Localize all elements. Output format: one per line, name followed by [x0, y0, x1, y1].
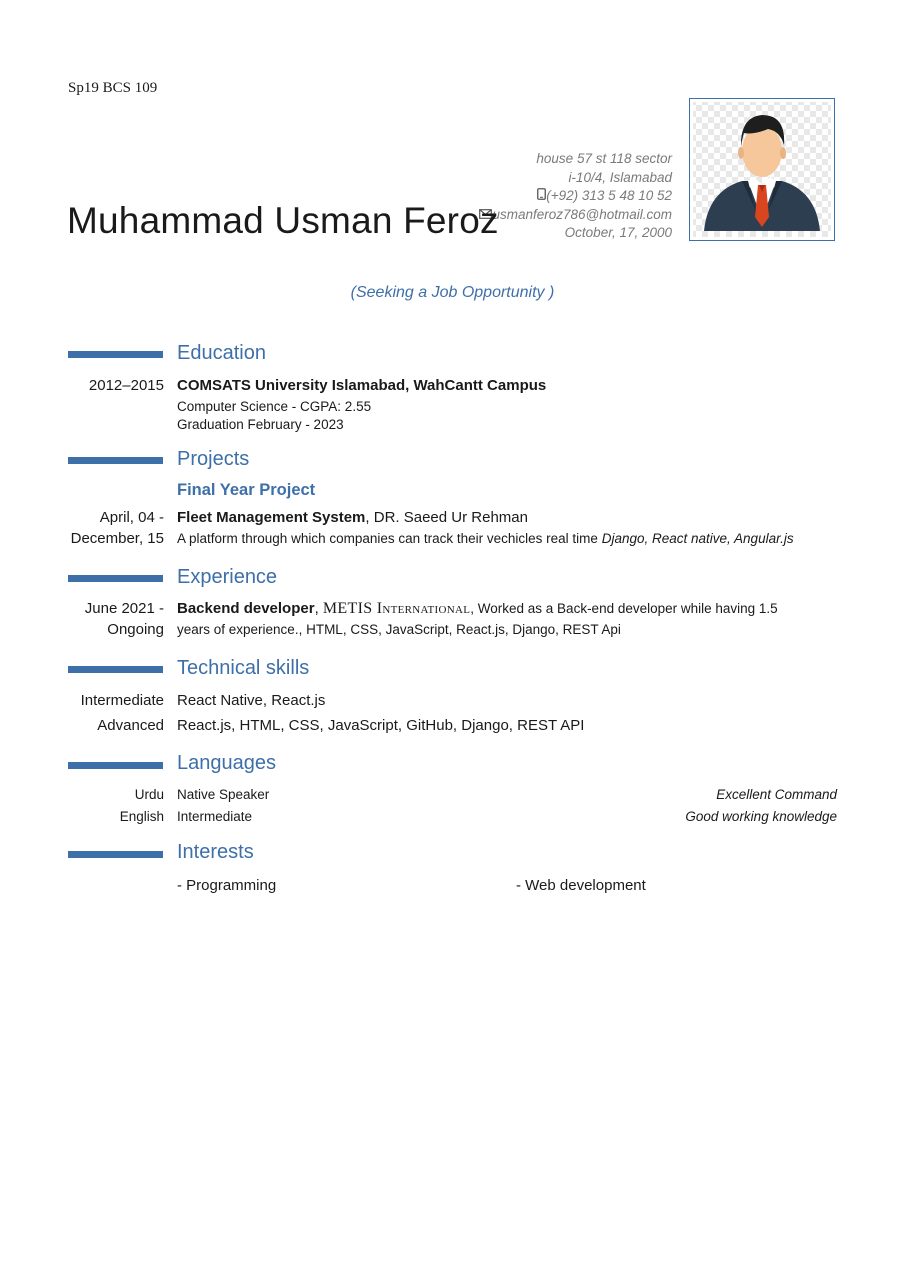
project-supervisor: , DR. Saeed Ur Rehman [365, 509, 528, 526]
experience-desc-2: years of experience., HTML, CSS, JavaScript, React.js, Django, REST Api [177, 622, 621, 637]
section-bar [68, 851, 163, 858]
experience-role: Backend developer [177, 600, 315, 617]
skill-level: Advanced [97, 717, 164, 734]
section-bar [68, 351, 163, 358]
profile-photo [689, 98, 835, 241]
date-of-birth: October, 17, 2000 [564, 225, 672, 240]
language-note: Good working knowledge [685, 809, 837, 824]
objective-tagline: (Seeking a Job Opportunity ) [350, 284, 555, 301]
project-description-row [177, 530, 794, 548]
education-date: 2012–2015 [88, 377, 164, 394]
education-degree: Computer Science - CGPA: 2.55 [177, 399, 372, 414]
section-bar [68, 762, 163, 769]
phone-number: (+92) 313 5 48 10 52 [546, 188, 672, 203]
language-level: Intermediate [177, 809, 253, 824]
section-bar [68, 575, 163, 582]
section-title-education: Education [177, 342, 266, 364]
skill-level: Intermediate [80, 692, 164, 709]
phone-row [478, 187, 672, 206]
experience-row-1 [177, 598, 778, 619]
experience-desc-1: , Worked as a Back-end developer while having 1.5 [470, 601, 778, 616]
section-bar [68, 457, 163, 464]
email-link[interactable]: usmanferoz786@hotmail.com [492, 206, 672, 222]
language-name: English [119, 809, 164, 824]
skill-items: React Native, React.js [177, 692, 326, 709]
skill-items: React.js, HTML, CSS, JavaScript, GitHub, Django, REST API [177, 717, 585, 734]
project-tech: Django, React native, Angular.js [601, 531, 794, 546]
project-date-start: April, 04 - [99, 509, 164, 526]
language-name: Urdu [134, 787, 164, 802]
education-graduation: Graduation February - 2023 [177, 417, 344, 432]
section-title-languages: Languages [177, 752, 276, 774]
address-line-1: house 57 st 118 sector [536, 151, 672, 166]
language-note: Excellent Command [716, 787, 837, 802]
contact-block [478, 150, 672, 243]
section-title-skills: Technical skills [177, 657, 310, 679]
experience-date-start: June 2021 - [84, 600, 164, 617]
section-bar [68, 666, 163, 673]
project-title-row [177, 507, 528, 528]
mobile-phone-icon [532, 187, 546, 206]
interest-item: - Web development [516, 877, 646, 894]
project-date-end: December, 15 [70, 530, 164, 547]
experience-company: METIS International [322, 600, 471, 617]
section-title-experience: Experience [177, 566, 278, 588]
education-institution: COMSATS University Islamabad, WahCantt Campus [177, 377, 547, 394]
section-title-projects: Projects [177, 448, 250, 470]
interest-item: - Programming [177, 877, 277, 894]
experience-sep: , [314, 600, 319, 617]
project-description: A platform through which companies can track their vechicles real time [177, 531, 598, 546]
language-level: Native Speaker [177, 787, 270, 802]
experience-date-end: Ongoing [107, 621, 164, 638]
section-title-interests: Interests [177, 841, 254, 863]
reference-code: Sp19 BCS 109 [68, 80, 158, 96]
project-subheading: Final Year Project [177, 481, 316, 499]
address-line-2: i-10/4, Islamabad [568, 169, 672, 185]
project-title: Fleet Management System [177, 509, 366, 526]
email-row [478, 206, 672, 225]
businessman-avatar [690, 99, 834, 240]
candidate-name: Muhammad Usman Feroz [67, 200, 499, 241]
